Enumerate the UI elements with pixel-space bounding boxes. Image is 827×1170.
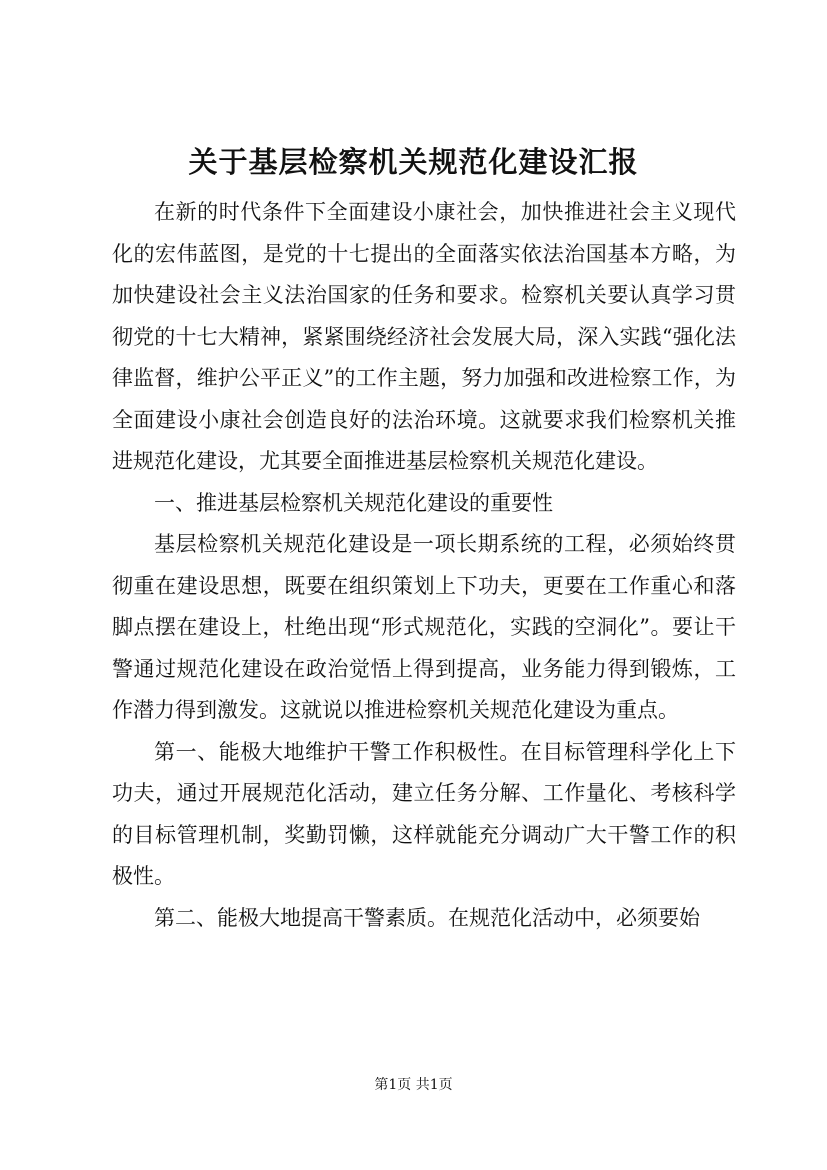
document-body: [112, 192, 736, 939]
document-title: 关于基层检察机关规范化建设汇报: [188, 145, 639, 179]
paragraph-intro: 在新的时代条件下全面建设小康社会，加快推进社会主义现代化的宏伟蓝图，是党的十七提出的全面落实依法治国基本方略，为加快建设社会主义法治国家的任务和要求。检察机关要认真学习贯彻党的十七大精神，紧紧围绕经济社会发展大局，深入实践“强化法律监督，维护公平正义”的工作主题，努力加强和改进检察工作，为全面建设小康社会创造良好的法治环境。这就要求我们检察机关推进规范化建设，尤其要全面推进基层检察机关规范化建设。: [112, 200, 736, 473]
page-number: 第1页 共1页: [374, 1077, 453, 1093]
paragraph-point-2: 第二、能极大地提高干警素质。在规范化活动中，必须要始: [154, 905, 700, 930]
paragraph-section-1: 基层检察机关规范化建设是一项长期系统的工程，必须始终贯彻重在建设思想，既要在组织策划上下功夫，更要在工作重心和落脚点摆在建设上，杜绝出现“形式规范化，实践的空洞化”。要让干警通过规范化建设在政治觉悟上得到提高，业务能力得到锻炼，工作潜力得到激发。这就说以推进检察机关规范化建设为重点。: [112, 532, 736, 722]
paragraph-point-1: 第一、能极大地维护干警工作积极性。在目标管理科学化上下功夫，通过开展规范化活动，建立任务分解、工作量化、考核科学的目标管理机制，奖勤罚懒，这样就能充分调动广大干警工作的积极性。: [112, 739, 736, 888]
section-heading-1: 一、推进基层检察机关规范化建设的重要性: [154, 490, 553, 515]
